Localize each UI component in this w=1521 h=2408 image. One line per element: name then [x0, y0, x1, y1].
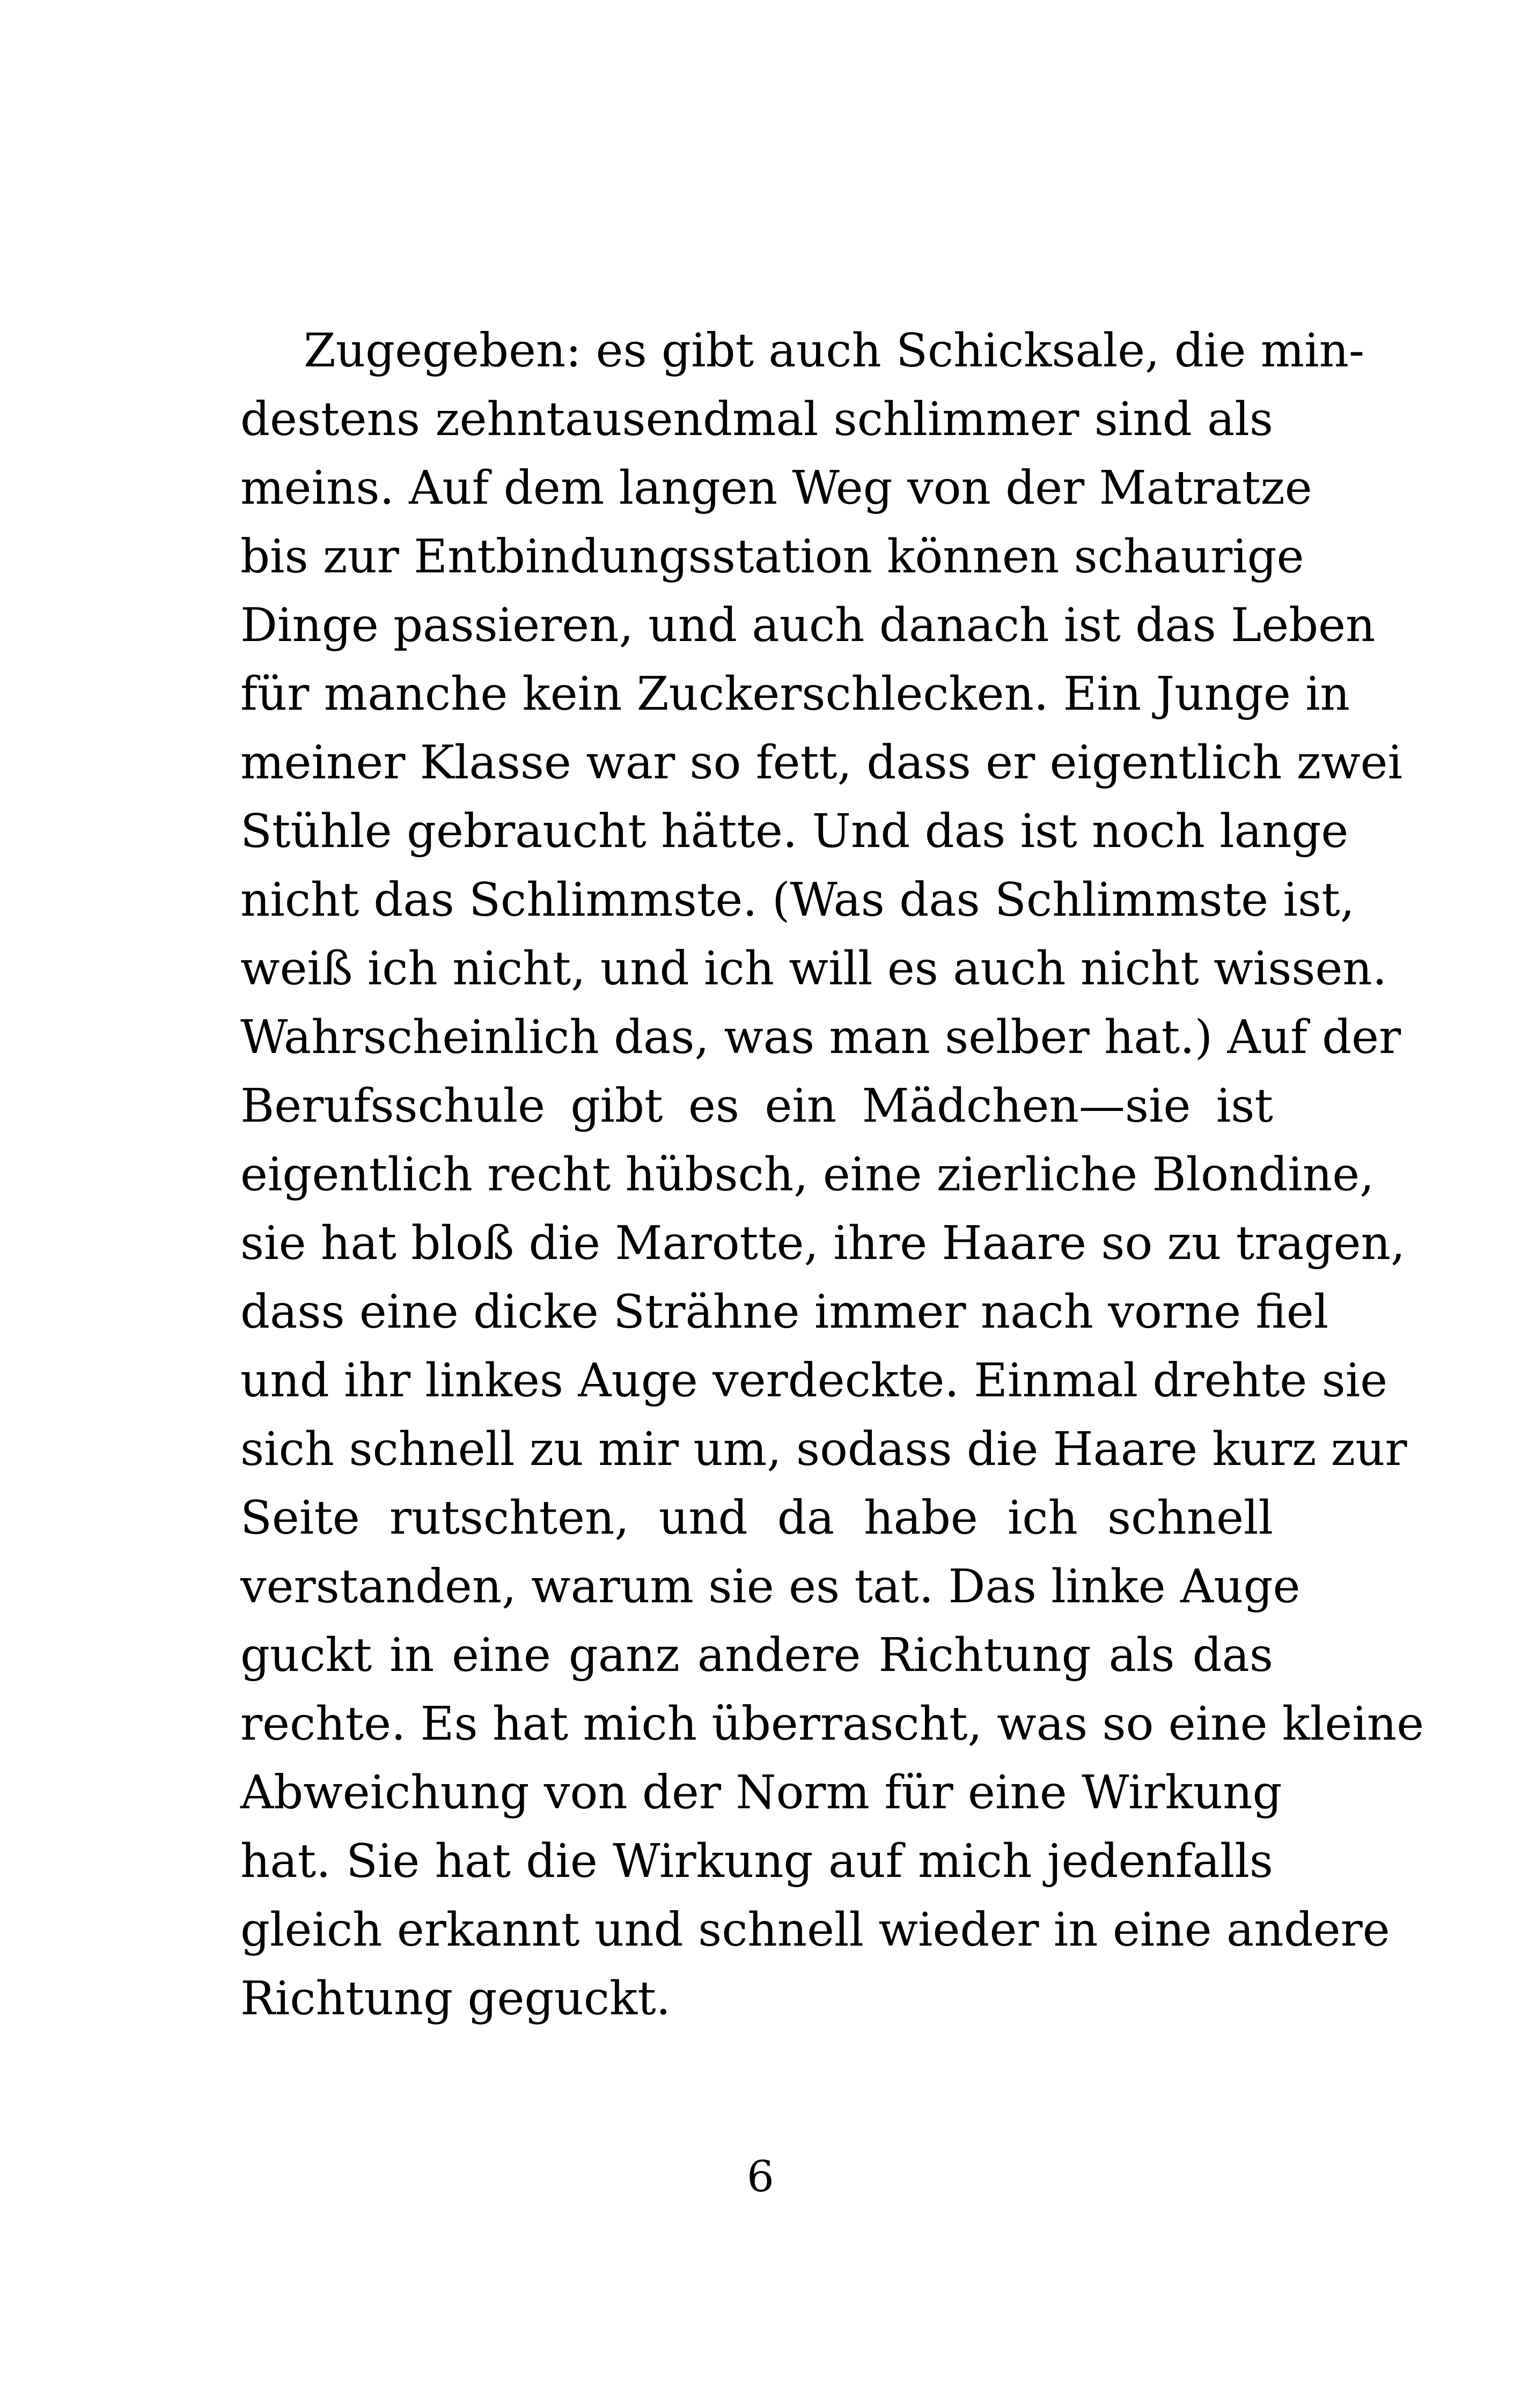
text-line: sich schnell zu mir um, sodass die Haare kurz zur	[240, 1423, 1407, 1476]
page-number: 6	[747, 2152, 774, 2201]
text-line: meiner Klasse war so fett, dass er eigentlich zwei	[240, 736, 1403, 790]
text-line: Seite rutschten, und da habe ich schnell	[240, 1491, 1273, 1545]
text-line: meins. Auf dem langen Weg von der Matratze	[240, 461, 1312, 515]
text-line: Richtung geguckt.	[240, 1972, 671, 2026]
text-line: Stühle gebraucht hätte. Und das ist noch lange	[240, 805, 1349, 858]
text-line: destens zehntausendmal schlimmer sind als	[240, 393, 1273, 446]
text-line: eigentlich recht hübsch, eine zierliche Blondine,	[240, 1148, 1375, 1202]
text-line: nicht das Schlimmste. (Was das Schlimmste ist,	[240, 873, 1355, 927]
text-line: weiß ich nicht, und ich will es auch nicht wissen.	[240, 942, 1387, 996]
text-line: bis zur Entbindungsstation können schaurige	[240, 530, 1304, 584]
text-line: Zugegeben: es gibt auch Schicksale, die min-	[304, 324, 1365, 378]
body-paragraph	[240, 316, 1424, 2033]
text-line: dass eine dicke Strähne immer nach vorne fiel	[240, 1285, 1329, 1339]
text-line: hat. Sie hat die Wirkung auf mich jedenfalls	[240, 1835, 1273, 1888]
text-line: Dinge passieren, und auch danach ist das Leben	[240, 599, 1376, 652]
text-line: für manche kein Zuckerschlecken. Ein Junge in	[240, 667, 1350, 721]
text-line: Abweichung von der Norm für eine Wirkung	[240, 1766, 1282, 1820]
text-line: Wahrscheinlich das, was man selber hat.) Auf der	[240, 1011, 1401, 1064]
text-line: verstanden, warum sie es tat. Das linke Auge	[240, 1560, 1300, 1614]
text-line: guckt in eine ganz andere Richtung als das	[240, 1629, 1273, 1682]
text-line: Berufsschule gibt es ein Mädchen—sie ist	[240, 1079, 1273, 1133]
text-line: gleich erkannt und schnell wieder in eine andere	[240, 1903, 1390, 1957]
text-line: rechte. Es hat mich überrascht, was so eine kleine	[240, 1697, 1424, 1751]
text-line: sie hat bloß die Marotte, ihre Haare so zu tragen,	[240, 1217, 1406, 1270]
text-line: und ihr linkes Auge verdeckte. Einmal drehte sie	[240, 1354, 1388, 1408]
